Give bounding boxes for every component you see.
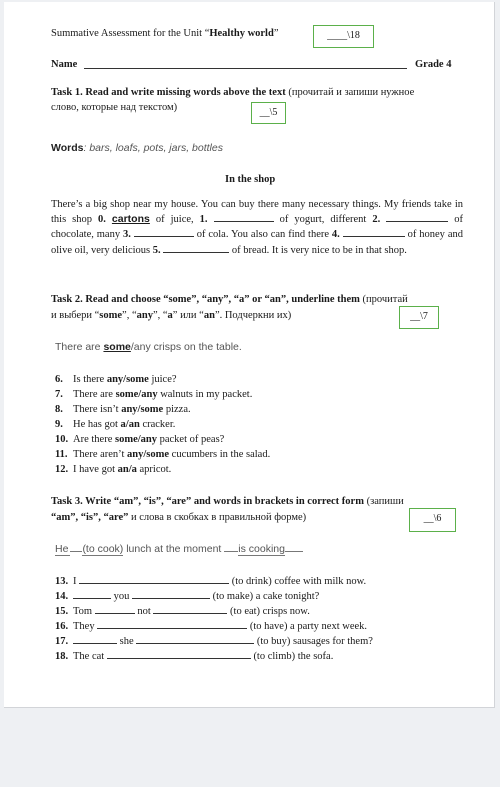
shop-text: There’s a big shop near my house. You can buy there many necessary things. My friends take in this shop 0. cartons of juice, 1. of yogurt, different 2. of chocolate, many 3. of cola. You also can find there 4. of honey and olive oil, very delicious 5. of bread. It is very nice to be in that shop. [51,199,464,256]
task3-heading-ru: “am”, “is”, “are” и слова в скобках в правильной форме) [51,512,307,523]
answer-blank[interactable] [97,619,247,629]
choice-option[interactable]: a/an [120,419,140,430]
task2-item-7: 7. There are some/any walnuts in my packet. [55,389,253,400]
task1-heading-ru: слово, которые над текстом) [51,102,178,113]
answer-blank[interactable] [107,649,251,659]
task2-item-12: 12. I have got an/a apricot. [55,464,172,475]
task3-heading: Task 3. Write “am”, “is”, “are” and words in brackets in correct form (запиши [51,496,404,507]
task2-score-box: __\7 [399,306,439,329]
worksheet-title: Summative Assessment for the Unit “Healthy world” [51,28,279,39]
task3-item-13: 13. I (to drink) coffee with milk now. [55,576,367,587]
choice-option[interactable]: any/some [121,404,164,415]
text-subtitle: In the shop [225,174,276,185]
blank-4[interactable] [343,227,405,237]
example-answer-cartons: cartons [111,213,150,226]
task2-item-11: 11. There aren’t any/some cucumbers in the salad. [55,449,271,460]
grade-label: Grade 4 [415,59,452,70]
answer-blank[interactable] [136,634,254,644]
task3-item-15: 15. Tom not (to eat) crisps now. [55,606,310,617]
task3-example: He (to cook) lunch at the moment is cooking [55,543,303,555]
task3-item-18: 18. The cat (to climb) the sofa. [55,651,334,662]
choice-option[interactable]: some/any [114,434,157,445]
task3-item-16: 16. They (to have) a party next week. [55,621,368,632]
choice-option[interactable]: any/some [106,374,149,385]
blank-2[interactable] [386,212,448,222]
choice-option[interactable]: any/some [127,449,170,460]
answer-blank[interactable] [132,589,210,599]
task2-heading-ru: и выбери “some”, “any”, “a” или “an”. Подчеркни их) [51,310,292,321]
answer-blank[interactable] [95,604,135,614]
task2-heading: Task 2. Read and choose “some”, “any”, “a” or “an”, underline them (прочитай [51,294,408,305]
name-line [84,68,407,69]
task3-item-14: 14. you (to make) a cake tonight? [55,591,320,602]
answer-blank[interactable] [73,589,111,599]
task3-score-box: __\6 [409,508,456,532]
task2-item-10: 10. Are there some/any packet of peas? [55,434,225,445]
answer-blank[interactable] [73,634,117,644]
blank-1[interactable] [214,212,274,222]
answer-blank[interactable] [79,574,229,584]
task1-heading: Task 1. Read and write missing words above the text (прочитай и запиши нужное [51,87,415,98]
task1-score-box: __\5 [251,102,286,124]
choice-option[interactable]: an/a [117,464,137,475]
task2-item-8: 8. There isn’t any/some pizza. [55,404,191,415]
task2-example: There are some/any crisps on the table. [55,341,242,353]
answer-blank[interactable] [153,604,227,614]
name-label: Name [51,59,78,70]
worksheet-page [4,2,495,708]
blank-3[interactable] [134,227,194,237]
task2-item-9: 9. He has got a/an cracker. [55,419,176,430]
blank-5[interactable] [163,243,229,253]
word-bank: Words: bars, loafs, pots, jars, bottles [51,142,223,154]
task3-item-17: 17. she (to buy) sausages for them? [55,636,373,647]
total-score-box: ____\18 [313,25,374,48]
choice-option[interactable]: some/any [115,389,158,400]
task2-item-6: 6. Is there any/some juice? [55,374,177,385]
